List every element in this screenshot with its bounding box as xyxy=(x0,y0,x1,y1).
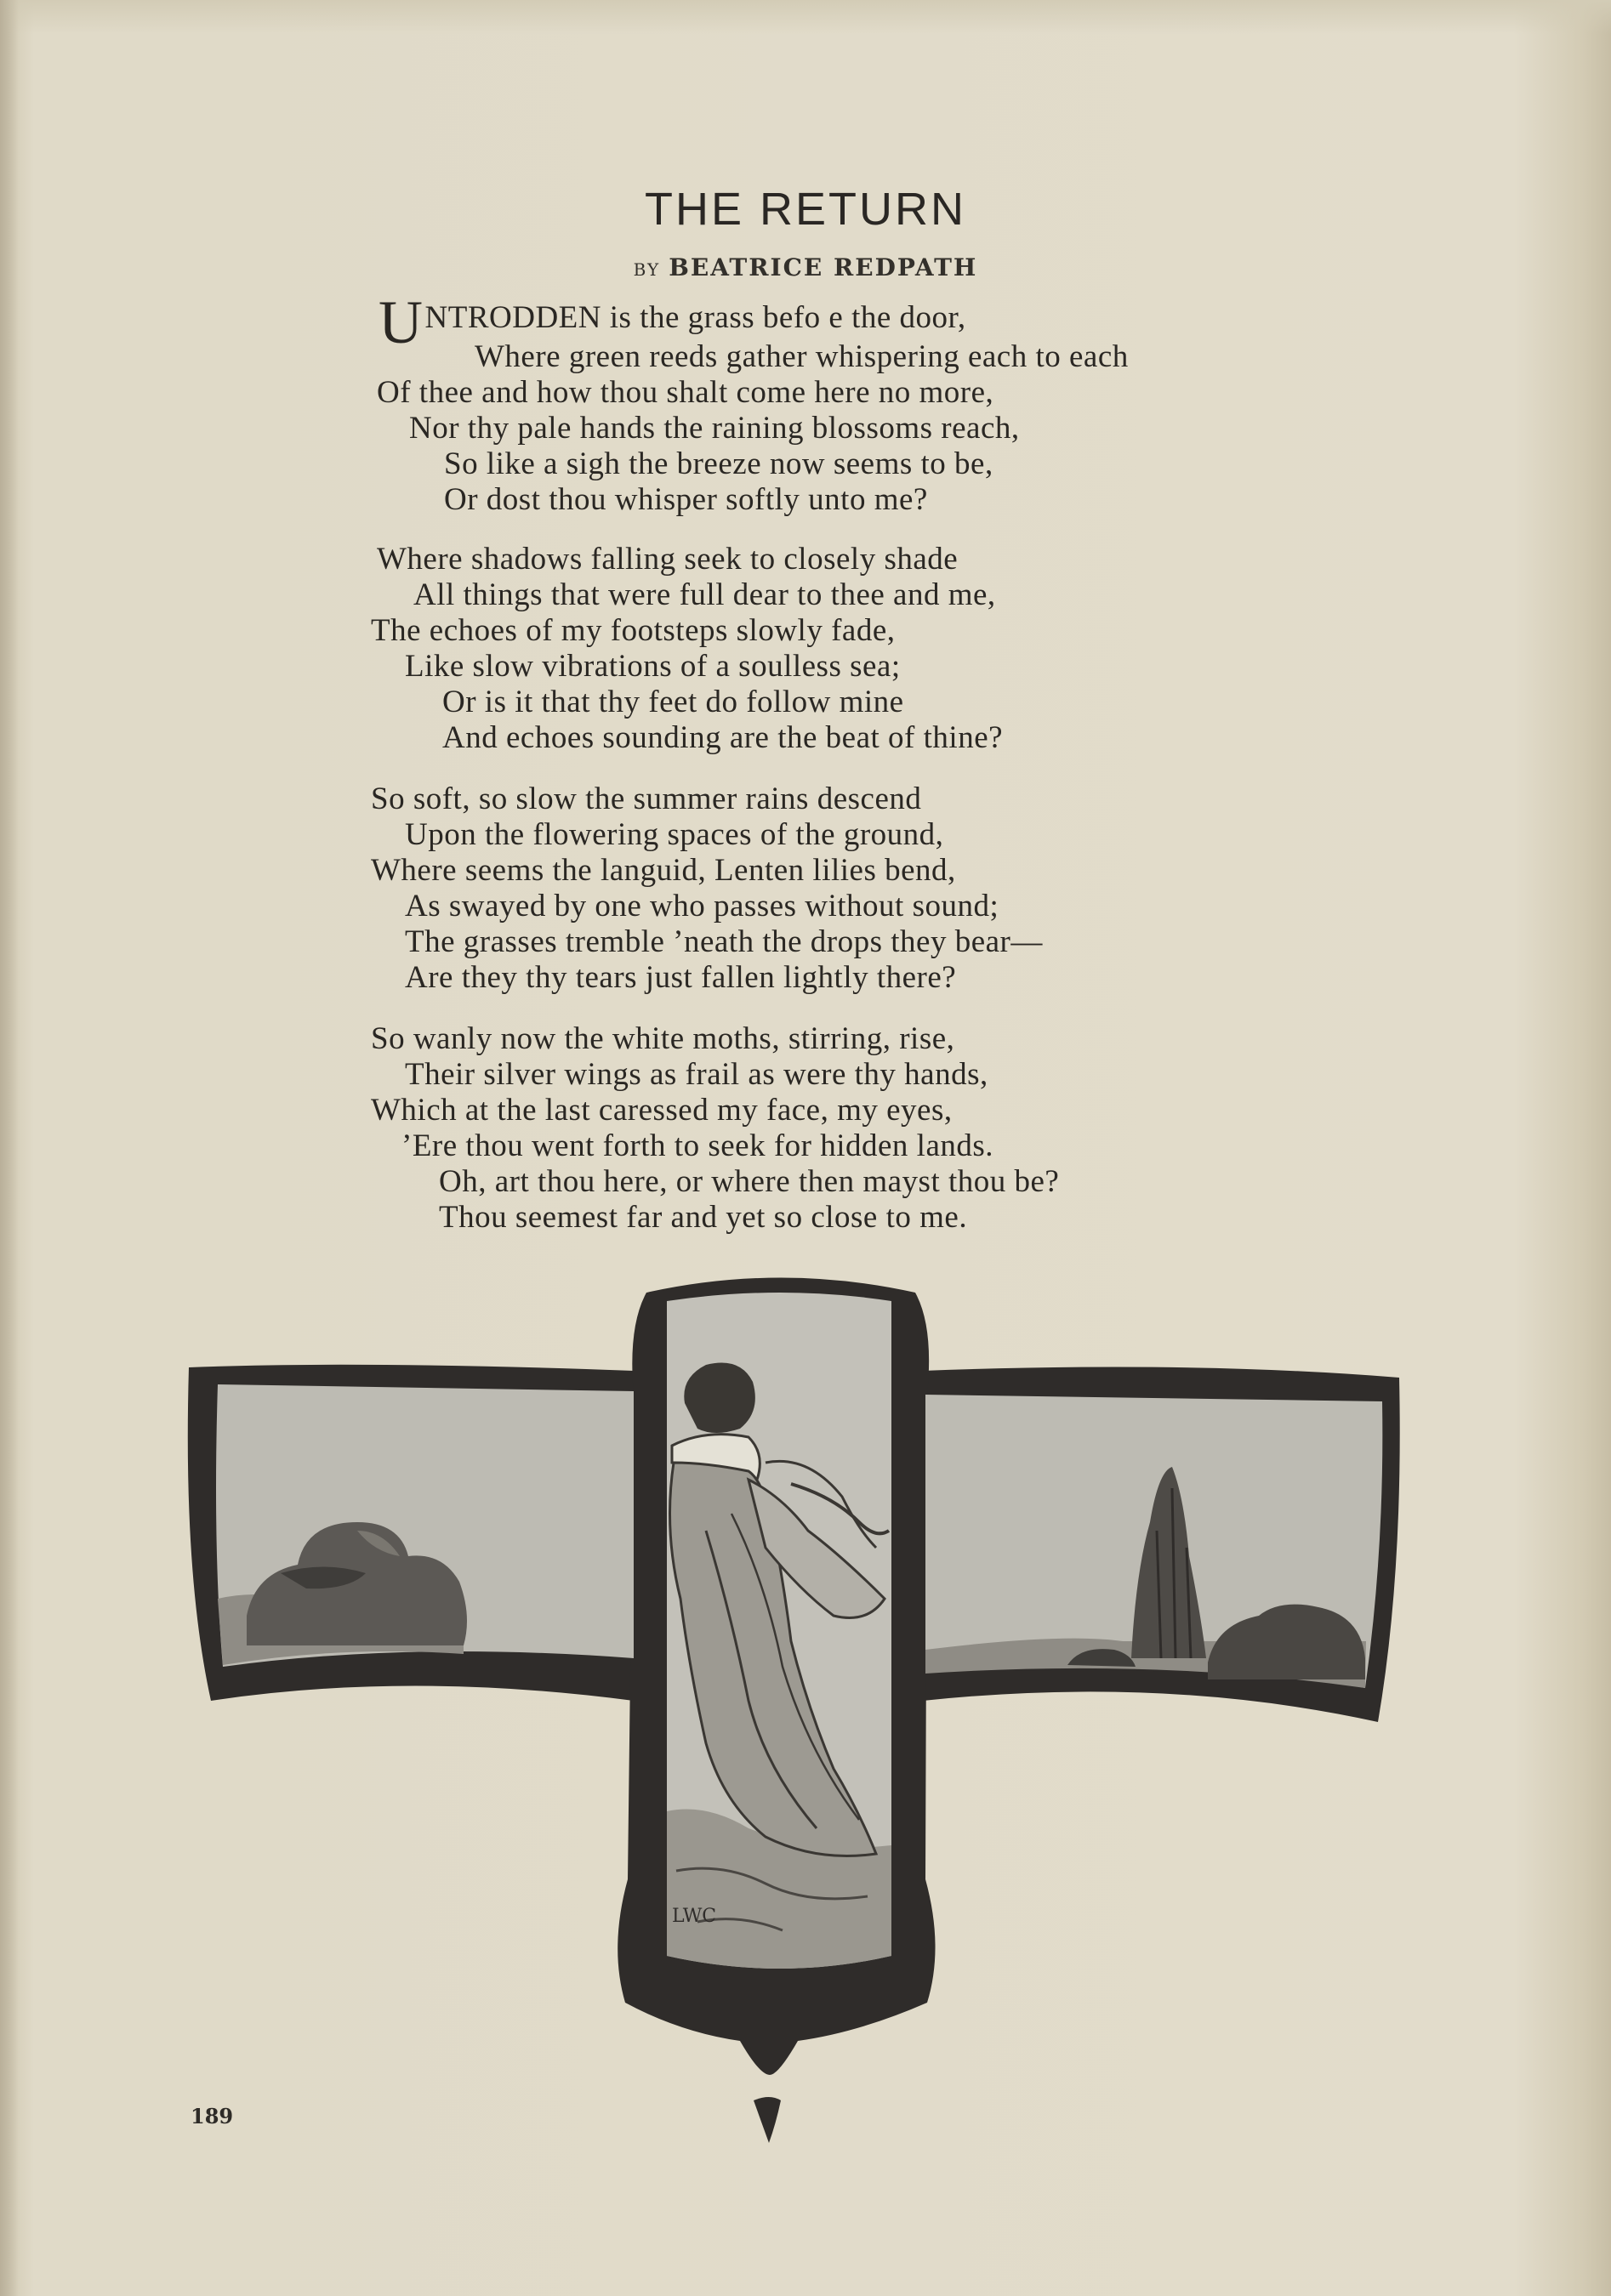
poem-line: So wanly now the white moths, stirring, rise, xyxy=(371,1021,955,1056)
poem-line: Nor thy pale hands the raining blossoms reach, xyxy=(409,411,1020,446)
poem-line: All things that were full dear to thee and me, xyxy=(413,577,996,612)
poem-title: THE RETURN xyxy=(645,184,966,235)
center-figure-panel xyxy=(667,1293,891,1969)
poem-line: Where shadows falling seek to closely shade xyxy=(377,542,959,577)
poem-line: Or dost thou whisper softly unto me? xyxy=(444,482,928,517)
poem-line: Of thee and how thou shalt come here no more, xyxy=(377,375,994,410)
poem-line: Or is it that thy feet do follow mine xyxy=(442,685,904,719)
poem-line: So soft, so slow the summer rains descend xyxy=(371,781,922,816)
poem-line: Which at the last caressed my face, my eyes, xyxy=(371,1093,953,1128)
poem-line: The grasses tremble ’neath the drops they bear— xyxy=(405,924,1043,959)
poem-line: And echoes sounding are the beat of thine? xyxy=(442,720,1004,755)
drop-cap: U xyxy=(379,288,424,356)
poem-line: As swayed by one who passes without sound; xyxy=(405,889,999,924)
poem-line: Their silver wings as frail as were thy hands, xyxy=(405,1057,988,1092)
left-landscape-panel xyxy=(216,1384,634,1667)
poem-line: Like slow vibrations of a soulless sea; xyxy=(405,649,901,684)
poem-line: The echoes of my footsteps slowly fade, xyxy=(371,613,896,648)
poem-line: Are they thy tears just fallen lightly there? xyxy=(405,960,957,995)
right-landscape-panel xyxy=(925,1395,1382,1688)
poem-line: Where seems the languid, Lenten lilies bend, xyxy=(371,853,956,888)
illustrator-signature: LWC xyxy=(672,1906,717,1927)
poem-line: So like a sigh the breeze now seems to be, xyxy=(444,446,993,481)
poem-line: Where green reeds gather whispering each to each xyxy=(475,339,1129,374)
poem-line: Oh, art thou here, or where then mayst thou be? xyxy=(439,1164,1060,1199)
poem-line: Upon the flowering spaces of the ground, xyxy=(405,817,944,852)
first-line-rest: NTRODDEN is the grass befo e the door, xyxy=(424,300,966,335)
page-number: 189 xyxy=(191,2104,234,2128)
byline-prefix: BY xyxy=(633,259,661,280)
poem-line: ’Ere thou went forth to seek for hidden lands. xyxy=(401,1128,994,1163)
author-name: BEATRICE REDPATH xyxy=(669,253,978,281)
poem-line: Thou seemest far and yet so close to me. xyxy=(439,1200,968,1235)
